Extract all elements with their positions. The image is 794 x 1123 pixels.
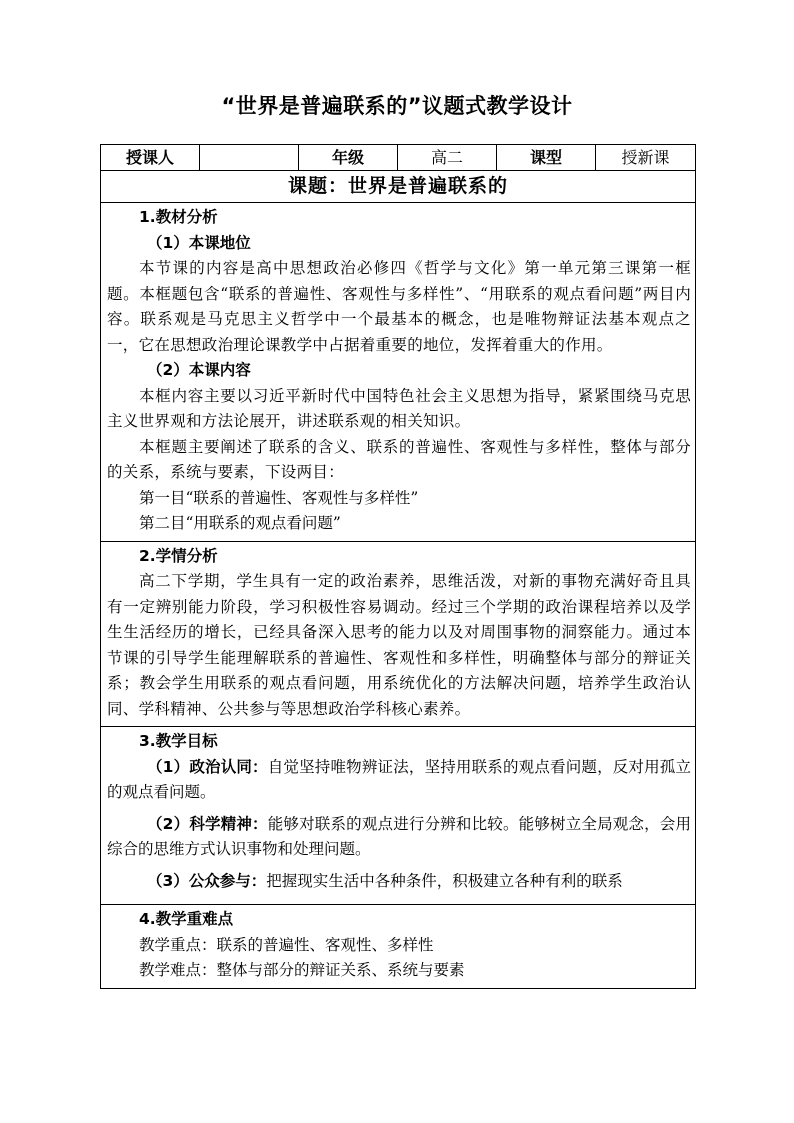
section-teaching-goals (101, 727, 696, 905)
goal-text: 把握现实生活中各种条件，积极建立各种有利的联系 (266, 871, 623, 890)
paragraph: 高二下学期，学生具有一定的政治素养，思维活泼，对新的事物充满好奇且具有一定辨别能力阶段，学习积极性容易调动。经过三个学期的政治课程培养以及学生生活经历的增长，已经具备深入思考的能力以及对周围事物的洞察能力。通过本节课的引导学生能理解联系的普遍性、客观性和多样性，明确整体与部分的辩证关系；教会学生用联系的观点看问题，用系统优化的方法解决问题，培养学生政治认同、学科精神、公共参与等思想政治学科核心素养。 (107, 572, 691, 718)
goal-label: （1）政治认同： (147, 757, 268, 776)
subsection-heading: （1）本课地位 (147, 233, 251, 252)
paragraph: 本框题主要阐述了联系的含义、联系的普遍性、客观性与多样性，整体与部分的关系，系统与要素，下设两目： (107, 437, 691, 481)
list-item: 第一目“联系的普遍性、客观性与多样性” (139, 488, 419, 507)
goal-science (107, 812, 691, 863)
type-label: 课型 (497, 145, 596, 171)
teacher-label: 授课人 (101, 145, 200, 171)
section-heading: 1.教材分析 (139, 208, 218, 226)
teacher-value (200, 145, 299, 171)
difficult-point: 教学难点：整体与部分的辩证关系、系统与要素 (139, 961, 465, 979)
section-student-analysis (101, 541, 696, 727)
type-value: 授新课 (596, 145, 696, 171)
grade-label: 年级 (299, 145, 398, 171)
goal-text: 能够对联系的观点进行分辨和比较。能够树立全局观念，会用综合的思维方式认识事物和处理问题。 (107, 814, 691, 858)
list-item: 第二目“用联系的观点看问题” (139, 514, 341, 532)
section-heading: 2.学情分析 (139, 546, 218, 565)
lesson-plan-table (100, 144, 696, 989)
goal-political (107, 755, 691, 806)
grade-value: 高二 (398, 145, 497, 171)
document-title: “世界是普遍联系的”议题式教学设计 (221, 94, 573, 118)
lesson-title-row (101, 171, 696, 203)
lesson-title: 课题：世界是普遍联系的 (101, 171, 696, 203)
goal-text: 自觉坚持唯物辨证法，坚持用联系的观点看问题，反对用孤立的观点看问题。 (107, 757, 691, 801)
section-key-points (101, 905, 696, 989)
paragraph: 本框内容主要以习近平新时代中国特色社会主义思想为指导，紧紧围绕马克思主义世界观和方法论展开，讲述联系观的相关知识。 (107, 386, 691, 430)
key-point: 教学重点：联系的普遍性、客观性、多样性 (139, 935, 434, 954)
section-heading: 4.教学重难点 (139, 910, 234, 928)
goal-label: （2）科学精神： (147, 814, 268, 833)
paragraph: 本节课的内容是高中思想政治必修四《哲学与文化》第一单元第三课第一框题。本框题包含“联系的普遍性、客观性与多样性”、“用联系的观点看问题”两目内容。联系观是马克思主义哲学中一个最基本的概念，也是唯物辩证法基本观点之一，它在思想政治理论课教学中占据着重要的地位，发挥着重大的作用。 (107, 259, 691, 354)
goal-label: （3）公众参与： (147, 871, 267, 890)
section-heading: 3.教学目标 (139, 732, 218, 750)
info-row (101, 145, 696, 171)
goal-participation (107, 869, 691, 895)
subsection-heading: （2）本课内容 (147, 361, 251, 379)
section-textbook-analysis (101, 203, 696, 542)
